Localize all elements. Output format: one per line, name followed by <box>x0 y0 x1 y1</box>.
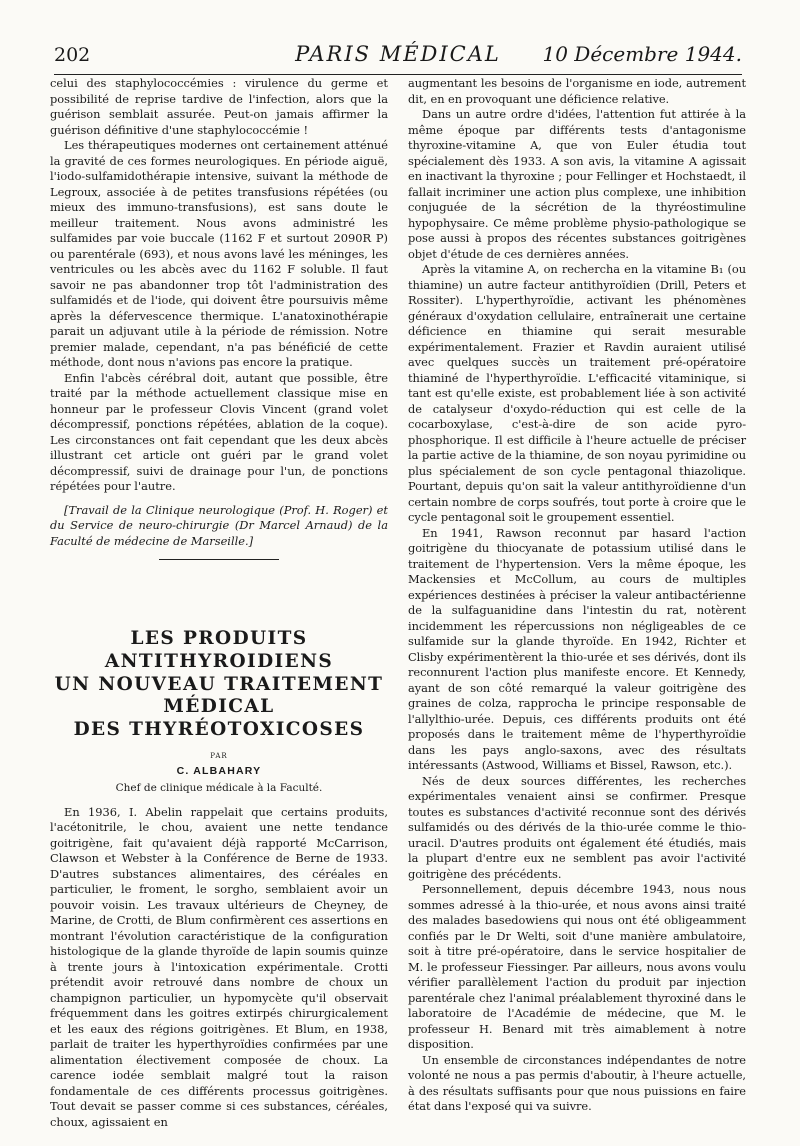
section-divider <box>159 559 279 560</box>
paragraph: Dans un autre ordre d'idées, l'attention fut attirée à la même époque par différents tests d'antagonisme thyroxine-vitamine A, que von Euler étudia tout spécialement dès 1933. A son avis, la vitamine A agissait en inactivant la thyroxine ; pour Fellinger et Hochstaedt, il fallait incriminer une action plus complexe, une inhibition conjuguée de la sécrétion de la thyréostimuline hypophysaire. Ce même problème physio-pathologique se pose aussi à propos des récentes substances goitrigènes objet d'étude de ces dernières années. <box>408 107 746 261</box>
page-number: 202 <box>54 44 91 66</box>
author-affiliation: Chef de clinique médicale à la Faculté. <box>115 781 323 794</box>
paragraph: Personnellement, depuis décembre 1943, nous nous sommes adressé à la thio-urée, et nous avons ainsi traité des malades basedowiens qui nous ont été obligeamment confiés par le Dr Welti, soit d'une manière ambulatoire, soit à titre pré-opératoire, dans le service hospitalier de M. le professeur Fiessinger. Par ailleurs, nous avons voulu vérifier parallèlement l'action du produit par injection parentérale chez l'animal préalablement thyroxiné dans le laboratoire de l'Académie de médecine, que M. le professeur H. Benard mit très aimablement à notre disposition. <box>408 882 746 1051</box>
paragraph: Nés de deux sources différentes, les recherches expérimentales venaient ainsi se confirmer. Presque toutes es substances d'activité reconnue sont des dérivés sulfamidés ou des dérivés de la thio-urée comme le thio-uracil. D'autres produits ont également été étudiés, mais la plupart d'entre eux ne semblent pas avoir l'activité goitrigène des précédents. <box>408 773 746 881</box>
title-line: UN NOUVEAU TRAITEMENT <box>54 673 384 695</box>
paragraph: Un ensemble de circonstances indépendantes de notre volonté ne nous a pas permis d'aboutir, à l'heure actuelle, à des résultats suffisants pour que nous puissions en faire état dans l'exposé qui va suivre. <box>408 1052 746 1113</box>
left-column <box>50 76 388 1130</box>
journal-title: PARIS MÉDICAL <box>295 42 501 66</box>
author-name: C. ALBAHARY <box>176 765 262 778</box>
byline-label: PAR <box>210 751 228 760</box>
title-line: DES THYRÉOTOXICOSES <box>73 719 365 740</box>
paragraph: celui des staphylococcémies : virulence du germe et possibilité de reprise tardive de l'infection, alors que la guérison semblait assurée. Peut-on jamais affirmer la guérison définitive d'une staphylococcémie ! <box>50 76 388 137</box>
paragraph: augmentant les besoins de l'organisme en iode, autrement dit, en en provoquant une déficience relative. <box>408 76 746 106</box>
issue-date: 10 Décembre 1944. <box>542 42 742 66</box>
paragraph: Après la vitamine A, on rechercha en la vitamine B₁ (ou thiamine) un autre facteur antithyroïdien (Drill, Peters et Rossiter). L'hyperthyroïdie, activant les phénomènes généraux d'oxydation cellulaire, entraînerait une certaine déficience en thiamine qui serait mesurable expérimentalement. Frazier et Ravdin auraient utilisé avec quelques succès un traitement pré-opératoire thiaminé de l'hyperthyroïdie. L'efficacité vitaminique, si tant est qu'elle existe, est probablement liée à son activité de catalyseur d'oxydo-réduction qui est celle de la cocarboxylase, c'est-à-dire de son acide pyro-phosphorique. Il est difficile à l'heure actuelle de préciser la partie active de la thiamine, de son noyau pyrimidine ou plus spécialement de son cycle pentagonal thiazolique. Pourtant, depuis qu'on sait la valeur antithyroïdienne d'un certain nombre de corps soufrés, tout porte à croire que le cycle pentagonal soit le groupement essentiel. <box>408 262 746 524</box>
paragraph: Les thérapeutiques modernes ont certainement atténué la gravité de ces formes neurologiques. En période aiguë, l'iodo-sulfamidothérapie intensive, suivant la méthode de Legroux, associée à de petites transfusions répétées (ou mieux des immuno-transfusions), est sans doute le meilleur traitement. Nous avons administré les sulfamides par voie buccale (1162 F et surtout 2090R P) ou parentérale (693), et nous avons lavé les méninges, les ventricules ou les abcès avec du 1162 F soluble. Il faut savoir ne pas abandonner trop tôt l'administration des sulfamidés et de l'iode, qui doivent être poursuivis même après la défervescence thermique. L'anatoxinothérapie parait un adjuvant utile à la période de rémission. Notre premier malade, cependant, n'a pas bénéficié de cette méthode, dont nous n'avions pas encore la pratique. <box>50 138 388 369</box>
affiliation-note: [Travail de la Clinique neurologique (Prof. H. Roger) et du Service de neuro-chirurgie (Dr Marcel Arnaud) de la Faculté de médecine de Marseille.] <box>50 502 388 548</box>
paragraph: En 1941, Rawson reconnut par hasard l'action goitrigène du thiocyanate de potassium utilisé dans le traitement de l'hypertension. Vers la même époque, les Mackensies et McCollum, au cours de multiples expériences destinées à préciser la valeur antibactérienne de la sulfaguanidine dans l'intestin du rat, notèrent incidemment les répercussions non négligeables de ce sulfamide sur la glande thyroïde. En 1942, Richter et Clisby expérimentèrent la thio-urée et ses dérivés, dont ils reconnurent l'action plus manifeste encore. Et Kennedy, ayant de son côté remarqué la valeur goitrigène des graines de colza, rapprocha le principe responsable de l'allylthio-urée. Depuis, ces différents produits ont été proposés dans le traitement même de l'hyperthyroïdie dans les pays anglo-saxons, avec des résultats intéressants (Astwood, Williams et Bissel, Rawson, etc.). <box>408 525 746 772</box>
paragraph: Enfin l'abcès cérébral doit, autant que possible, être traité par la méthode actuellement classique mise en honneur par le professeur Clovis Vincent (grand volet décompressif, ponctions répétées, ablation de la coque). Les circonstances ont fait cependant que les deux abcès illustrant cet article ont guéri par le grand volet décompressif, suivi de drainage pour l'un, de ponctions répétées pour l'autre. <box>50 370 388 493</box>
article-title <box>50 628 388 742</box>
title-line: MÉDICAL <box>163 696 275 718</box>
paragraph: En 1936, I. Abelin rappelait que certains produits, l'acétonitrile, le chou, avaient une nette tendance goitrigène, fait qu'avaient déjà rapporté McCarrison, Clawson et Webster à la Conférence de Berne de 1933. D'autres substances alimentaires, des céréales en particulier, le froment, le sorgho, semblaient avoir un pouvoir voisin. Les travaux ultérieurs de Cheyney, de Marine, de Crotti, de Blum confirmèrent ces assertions en montrant l'évolution caractéristique de la configuration histologique de la glande thyroïde de lapin soumis quinze à trente jours à l'intoxication expérimentale. Crotti prétendit avoir retrouvé dans nombre de choux un champignon particulier, un hypomycète qu'il observait fréquemment dans les goitres extirpés chirurgicalement et les eaux des régions goitrigènes. Et Blum, en 1938, parlait de traiter les hyperthyroïdies confirmées par une alimentation électivement composée de choux. La carence iodée semblait malgré tout la raison fondamentale de ces différents processus goitrigènes. Tout devait se passer comme si ces substances, céréales, choux, agissaient en <box>50 804 388 1129</box>
title-line: LES PRODUITS <box>130 628 308 649</box>
title-line: ANTITHYROIDIENS <box>104 650 334 672</box>
right-column <box>408 76 746 1115</box>
page-header <box>54 40 742 75</box>
